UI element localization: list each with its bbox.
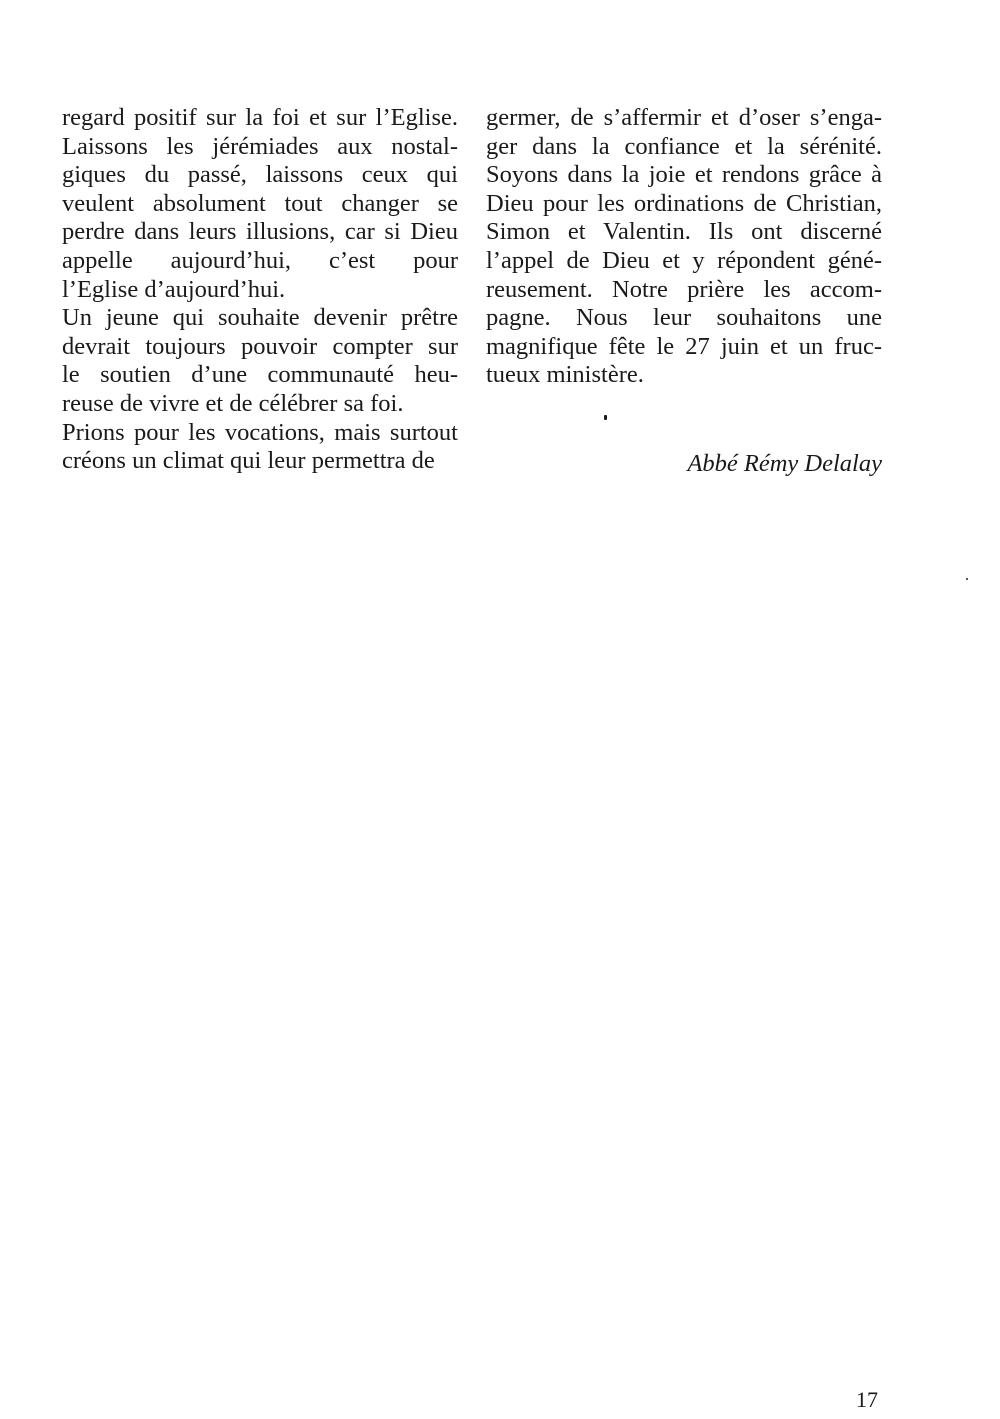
text-line: Simon et Valentin. Ils ont discerné [486, 218, 882, 246]
text-line: giques du passé, laissons ceux qui [62, 161, 458, 189]
text-line: magnifique fête le 27 juin et un fruc- [486, 332, 882, 360]
text-line: regard positif sur la foi et sur l’Eglise. [62, 104, 458, 131]
author-signature: Abbé Rémy Delalay [687, 450, 882, 477]
text-line: appelle aujourd’hui, c’est pour [62, 246, 458, 274]
text-line: Prions pour les vocations, mais surtout [62, 418, 458, 446]
text-line: Laissons les jérémiades aux nostal- [62, 132, 458, 160]
text-line: ger dans la confiance et la sérénité. [486, 132, 882, 160]
text-line: Soyons dans la joie et rendons grâce à [486, 161, 882, 189]
text-line: tueux ministère. [486, 361, 644, 389]
text-line: perdre dans leurs illusions, car si Dieu [62, 218, 458, 246]
text-line: Dieu pour les ordinations de Christian, [486, 189, 882, 217]
text-line: l’Eglise d’aujourd’hui. [62, 275, 286, 303]
left-text-column [62, 104, 458, 476]
text-line: l’appel de Dieu et y répondent géné- [486, 246, 882, 274]
text-line: Un jeune qui souhaite devenir prêtre [62, 304, 458, 332]
text-line: reusement. Notre prière les accom- [486, 275, 882, 303]
text-line: veulent absolument tout changer se [62, 189, 458, 217]
ink-speck [966, 578, 968, 580]
page-number: 17 [856, 1387, 878, 1412]
ink-speck [604, 415, 607, 420]
text-line: reuse de vivre et de célébrer sa foi. [62, 389, 404, 417]
text-line: le soutien d’une communauté heu- [62, 361, 458, 389]
text-line: créons un climat qui leur permettra de [62, 447, 435, 475]
text-line: devrait toujours pouvoir compter sur [62, 332, 458, 360]
right-text-column [486, 104, 882, 390]
text-line: pagne. Nous leur souhaitons une [486, 304, 882, 332]
text-line: germer, de s’affermir et d’oser s’enga- [486, 104, 882, 131]
